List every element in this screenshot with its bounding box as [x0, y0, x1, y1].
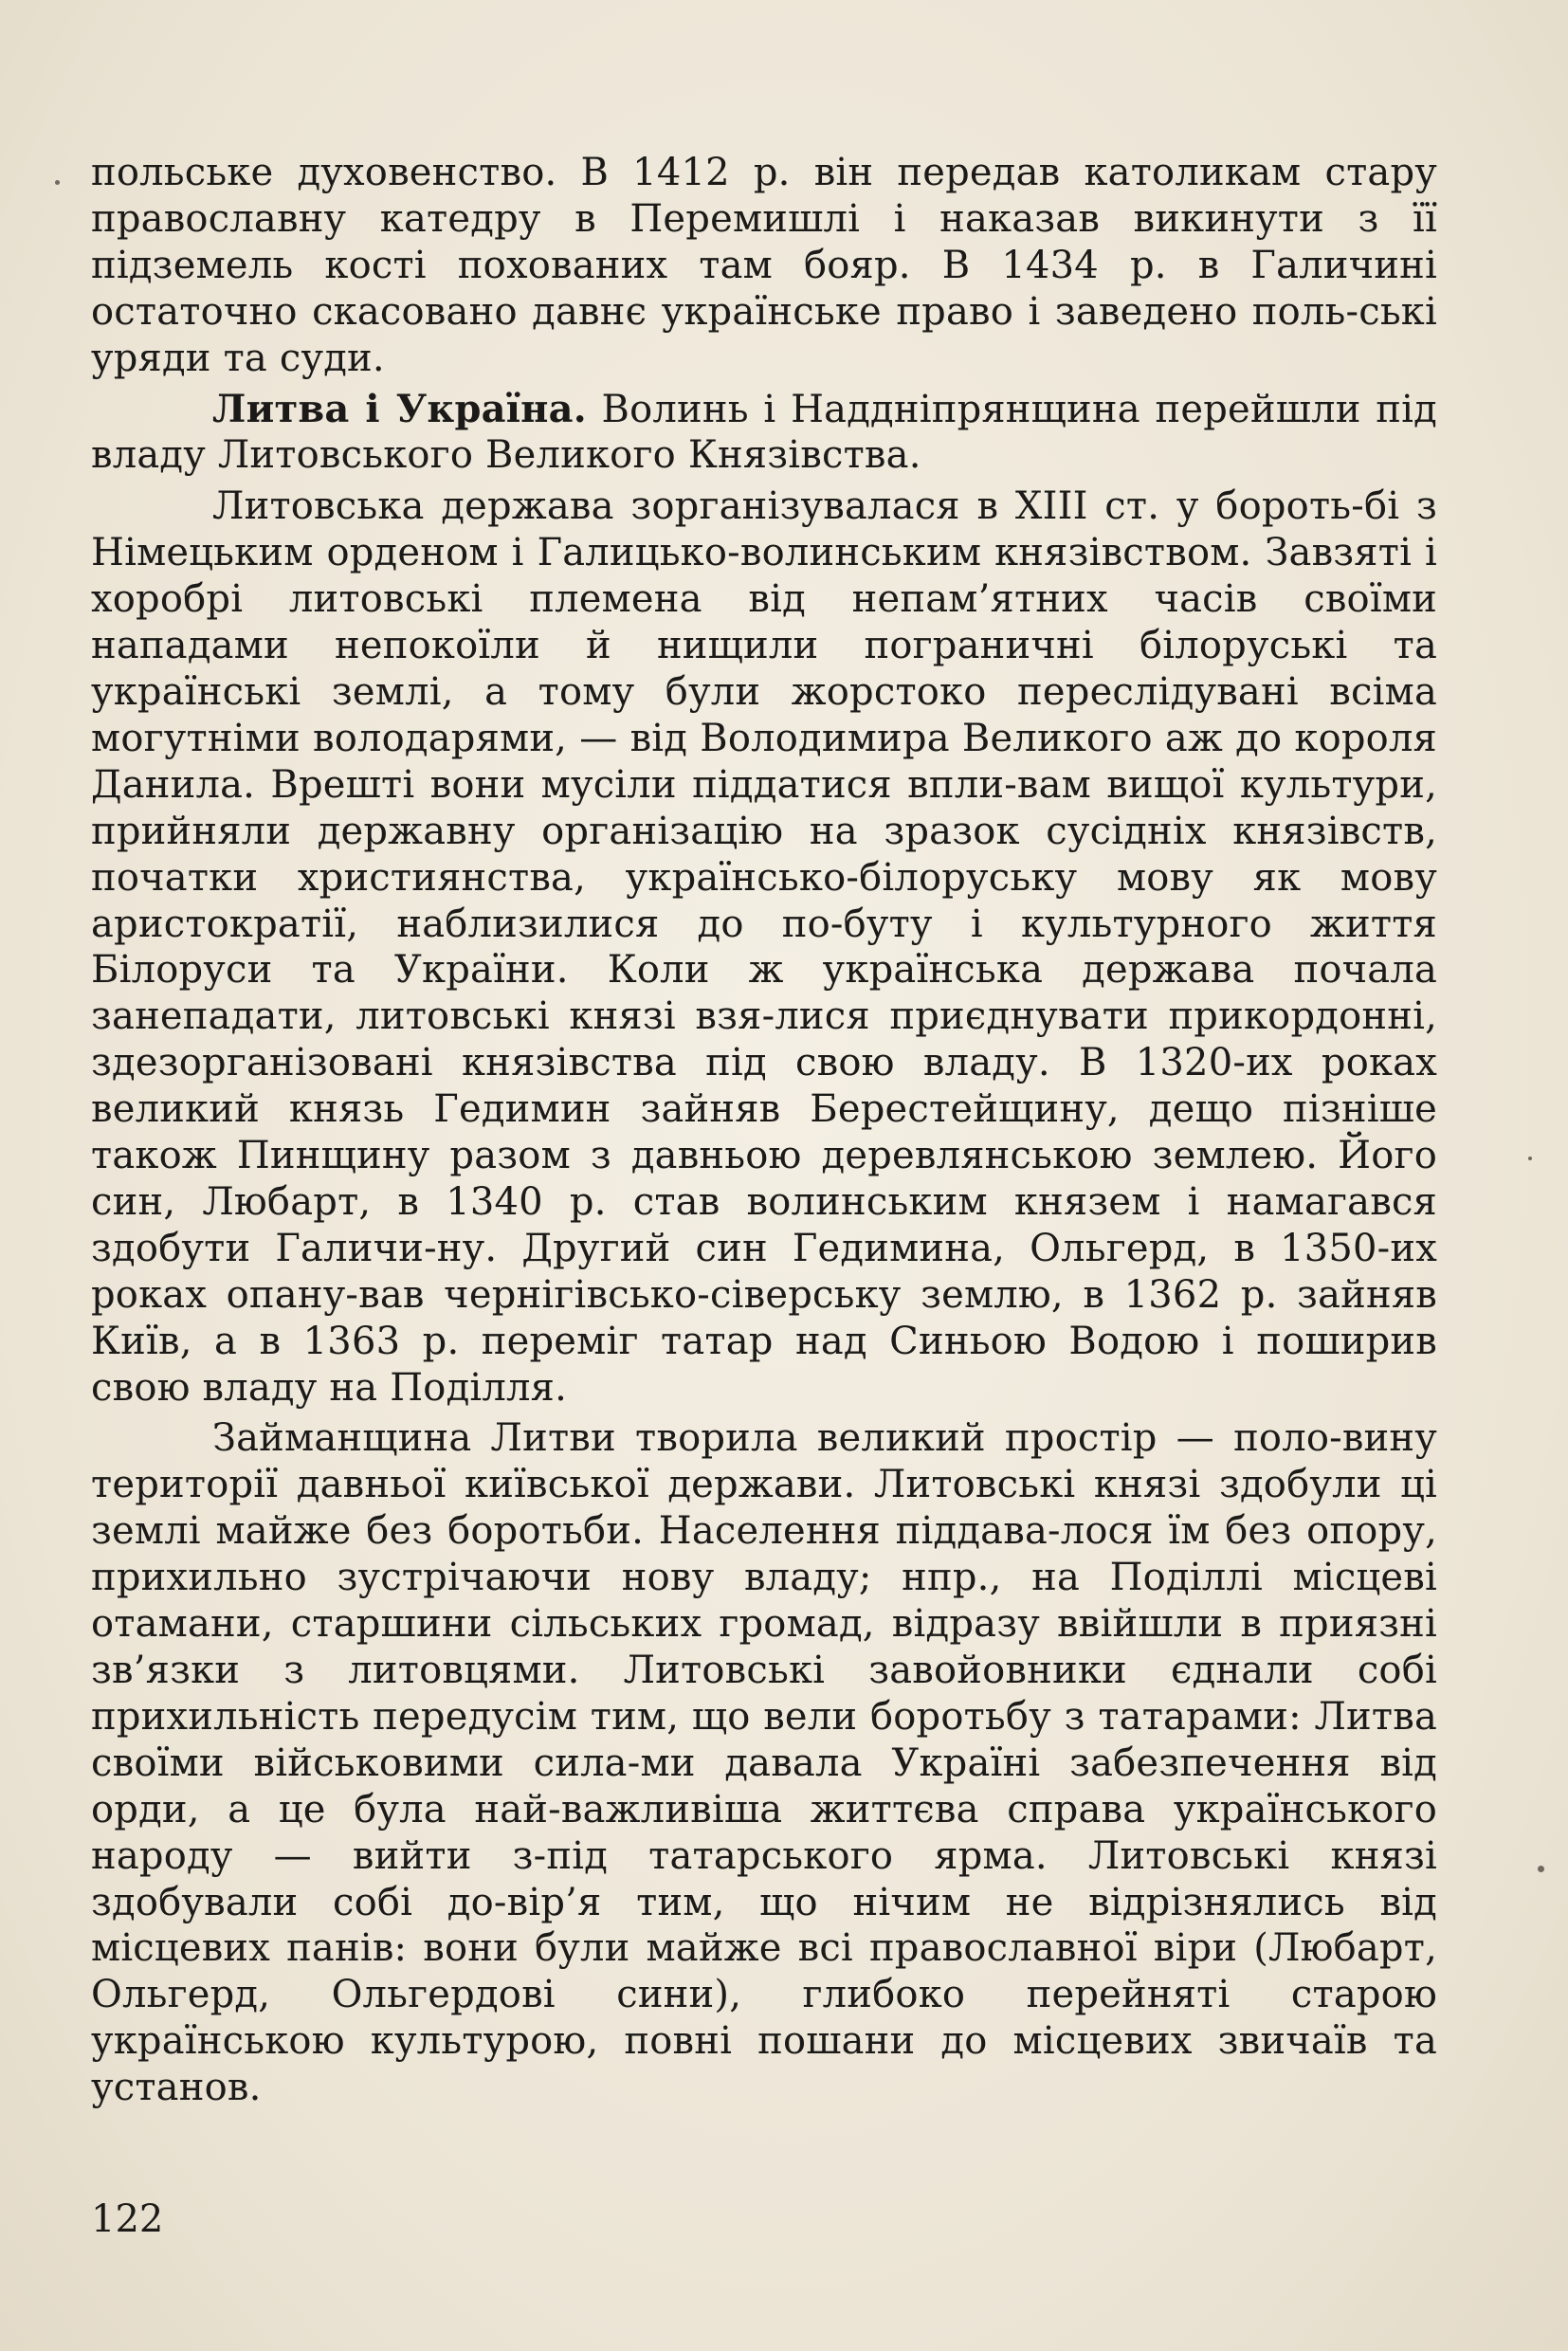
paper-speck [55, 180, 60, 185]
paper-speck [1528, 1157, 1532, 1160]
paragraph-3-text: Литовська держава зорганізувалася в XIII ст. у бороть‑бі з Німецьким орденом і Галицько‑волинським князівством. Завзяті і хоробрі литовські племена від непам’ятних часів своїми нападами непокоїли й нищили пограничні білоруські та українські землі, а тому були жорстоко переслідувані всіма могутніми володарями, — від Володимира Великого аж до короля Данила. Врешті вони мусіли піддатися впли‑вам вищої культури, прийняли державну організацію на зразок сусідніх князівств, початки християнства, українсько‑білоруську мову як мову аристократії, наблизилися до по‑буту і культурного життя Білоруси та України. Коли ж українська держава почала занепадати, литовські князі взя‑лися приєднувати прикордонні, здезорганізовані князівства під свою владу. В 1320‑их роках великий князь Гедимин зайняв Берестейщину, дещо пізніше також Пинщину разом з давньою деревлянською землею. Його син, Любарт, в 1340 р. став волинським князем і намагався здобути Галичи‑ну. Другий син Гедимина, Ольгерд, в 1350‑их роках опану‑вав чернігівсько‑сіверську землю, в 1362 р. зайняв Київ, а в 1363 р. переміг татар над Синьою Водою і поширив свою владу на Поділля. [91, 484, 1437, 1410]
paragraph-2-text: Волинь і Наддніпрянщина перейшли під владу Литовського Великого Князівства. [91, 387, 1437, 478]
paper-speck [1538, 1866, 1544, 1872]
page-number: 122 [91, 2197, 164, 2241]
section-heading: Литва і Україна. [212, 386, 587, 431]
paragraph-1-text: польське духовенство. В 1412 р. він передав католикам стару православну катедру в Перемишлі і наказав викинути з її підземель кості похованих там бояр. В 1434 р. в Галичині остаточно скасовано давнє українське право і заведено поль‑ські уряди та суди. [91, 151, 1437, 380]
paragraph-2 [91, 387, 1437, 480]
paragraph-4 [91, 1415, 1437, 2111]
paragraph-3 [91, 483, 1437, 1411]
page-body-text [91, 150, 1437, 2116]
paragraph-1 [91, 150, 1437, 382]
paragraph-4-text: Займанщина Литви творила великий простір — поло‑вину території давньої київської держави. Литовські князі здобули ці землі майже без боротьби. Населення піддава‑лося їм без опору, прихильно зустрічаючи нову владу; нпр., на Поділлі місцеві отамани, старшини сільських громад, відразу ввійшли в приязні зв’язки з литовцями. Литовські завойовники єднали собі прихильність передусім тим, що вели боротьбу з татарами: Литва своїми військовими сила‑ми давала Україні забезпечення від орди, а це була най‑важливіша життєва справа українського народу — вийти з‑під татарського ярма. Литовські князі здобували собі до‑вір’я тим, що нічим не відрізнялись від місцевих панів: вони були майже всі православної віри (Любарт, Ольгерд, Ольгердові сини), глибоко перейняті старою українською культурою, повні пошани до місцевих звичаїв та установ. [91, 1416, 1437, 2110]
